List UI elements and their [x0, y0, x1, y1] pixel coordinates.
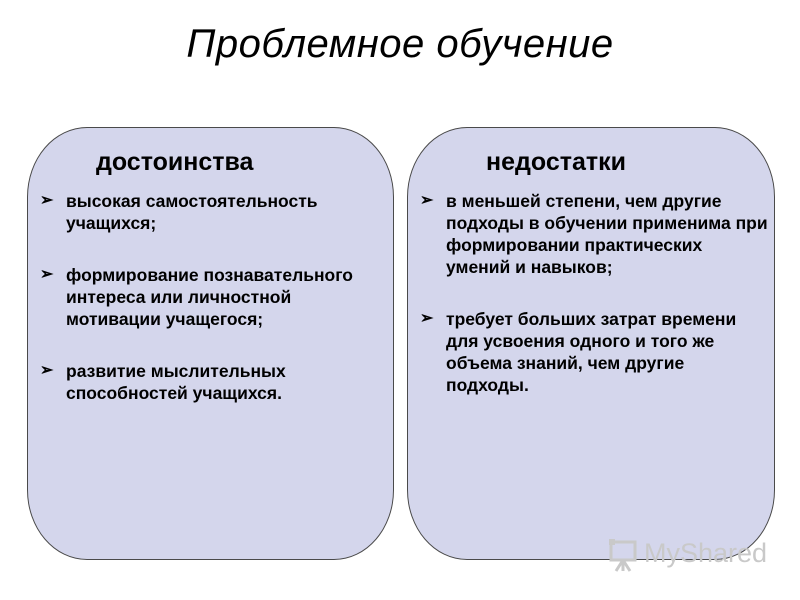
- list-item-text: в меньшей степени, чем другие подходы в обучении применима при формировании практических умений и навыков;: [446, 191, 768, 277]
- list-item: [40, 264, 387, 330]
- disadvantages-list: [420, 190, 768, 426]
- list-item: [420, 308, 768, 396]
- advantages-list: [40, 190, 387, 434]
- advantages-heading: достоинства: [96, 148, 254, 176]
- slide-title: Проблемное обучение: [186, 22, 614, 66]
- list-item: [40, 360, 387, 404]
- list-item-text: высокая самостоятельность учащихся;: [66, 191, 318, 233]
- arrow-bullet-icon: ➢: [420, 310, 434, 327]
- list-item-text: формирование познавательного интереса или личностной мотивации учащегося;: [66, 265, 353, 329]
- arrow-bullet-icon: ➢: [40, 266, 54, 283]
- list-item-text: требует больших затрат времени для усвоения одного и того же объема знаний, чем другие подходы.: [446, 309, 737, 395]
- list-item: [40, 190, 387, 234]
- list-item-text: развитие мыслительных способностей учащихся.: [66, 361, 286, 403]
- presentation-board-icon: [608, 538, 642, 572]
- advantages-panel: [27, 127, 394, 560]
- arrow-bullet-icon: ➢: [40, 362, 54, 379]
- watermark-text: MyShared: [644, 538, 768, 568]
- disadvantages-heading: недостатки: [486, 148, 626, 176]
- watermark: [608, 536, 768, 572]
- arrow-bullet-icon: ➢: [420, 192, 434, 209]
- arrow-bullet-icon: ➢: [40, 192, 54, 209]
- disadvantages-panel: [407, 127, 775, 560]
- list-item: [420, 190, 768, 278]
